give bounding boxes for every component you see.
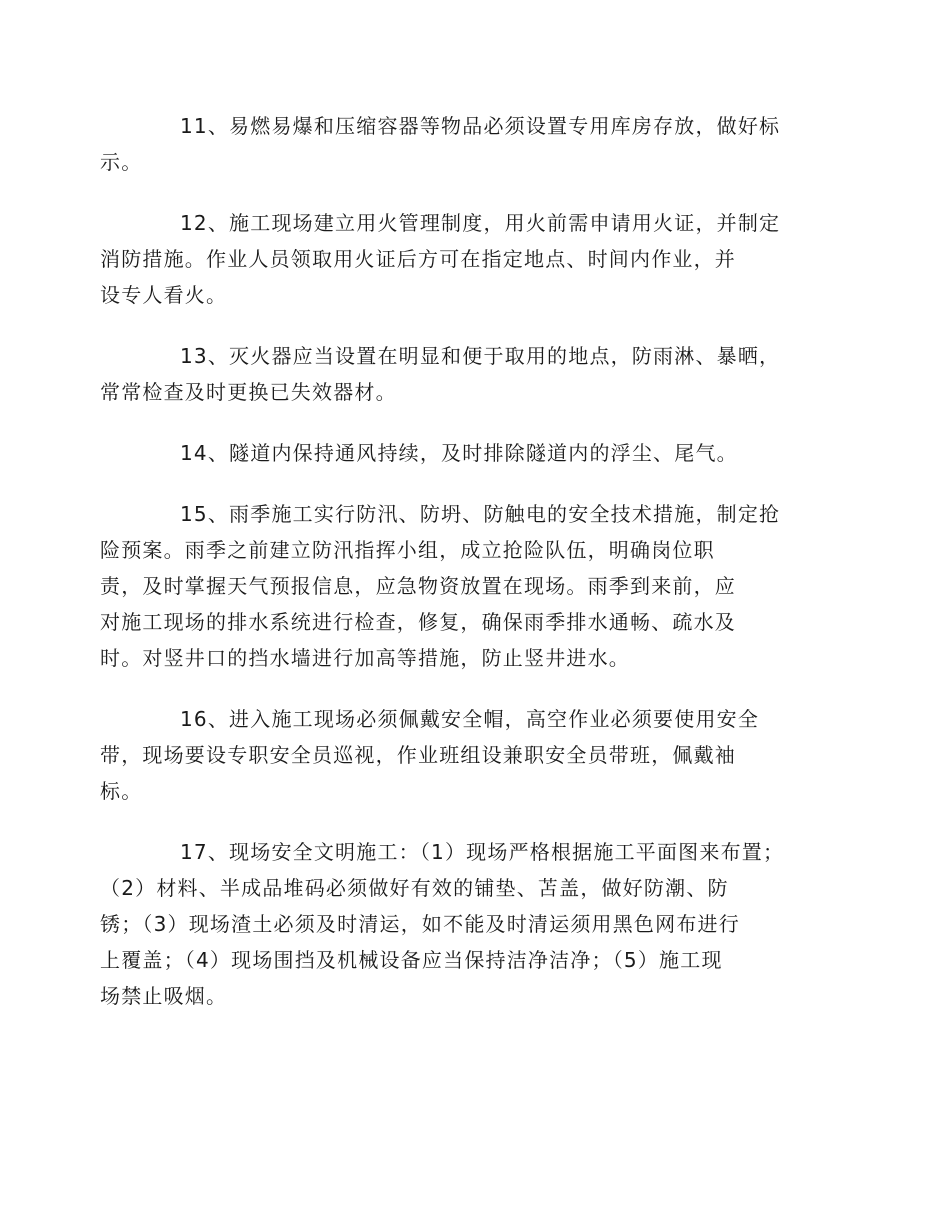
text-line: 16、进入施工现场必须佩戴安全帽，高空作业必须要使用安全 [180,707,760,731]
paragraph-item-11 [100,108,808,180]
text-line: 常常检查及时更换已失效器材。 [100,380,397,404]
text-line: 对施工现场的排水系统进行检查，修复，确保雨季排水通畅、疏水及 [100,610,736,634]
text-line: 场禁止吸烟。 [100,984,228,1008]
text-line: 11、易燃易爆和压缩容器等物品必须设置专用库房存放，做好标 [180,114,781,138]
text-line: （2）材料、半成品堆码必须做好有效的铺垫、苫盖，做好防潮、防 [100,876,729,900]
text-line: 14、隧道内保持通风持续，及时排除隧道内的浮尘、尾气。 [180,441,738,465]
text-line: 13、灭火器应当设置在明显和便于取用的地点，防雨淋、暴晒， [180,344,781,368]
text-line: 时。对竖井口的挡水墙进行加高等措施，防止竖井进水。 [100,646,630,670]
text-line: 责，及时掌握天气预报信息，应急物资放置在现场。雨季到来前，应 [100,574,736,598]
text-line: 消防措施。作业人员领取用火证后方可在指定地点、时间内作业，并 [100,247,736,271]
text-line: 带，现场要设专职安全员巡视，作业班组设兼职安全员带班，佩戴袖 [100,743,736,767]
paragraph-item-13 [100,338,808,410]
paragraph-item-12 [100,205,808,313]
paragraph-item-16 [100,701,808,809]
document-page [100,108,808,1039]
text-line: 示。 [100,150,143,174]
text-line: 锈；（3）现场渣土必须及时清运，如不能及时清运须用黑色网布进行 [100,912,740,936]
text-line: 15、雨季施工实行防汛、防坍、防触电的安全技术措施，制定抢 [180,502,781,526]
text-line: 标。 [100,779,143,803]
text-line: 险预案。雨季之前建立防汛指挥小组，成立抢险队伍，明确岗位职 [100,538,715,562]
text-line: 设专人看火。 [100,283,228,307]
text-line: 17、现场安全文明施工：（1）现场严格根据施工平面图来布置； [180,840,785,864]
text-line: 上覆盖；（4）现场围挡及机械设备应当保持洁净洁净；（5）施工现 [100,948,723,972]
paragraph-item-17 [100,834,808,1014]
text-line: 12、施工现场建立用火管理制度，用火前需申请用火证，并制定 [180,211,781,235]
paragraph-item-15 [100,496,808,676]
paragraph-item-14 [140,435,808,471]
